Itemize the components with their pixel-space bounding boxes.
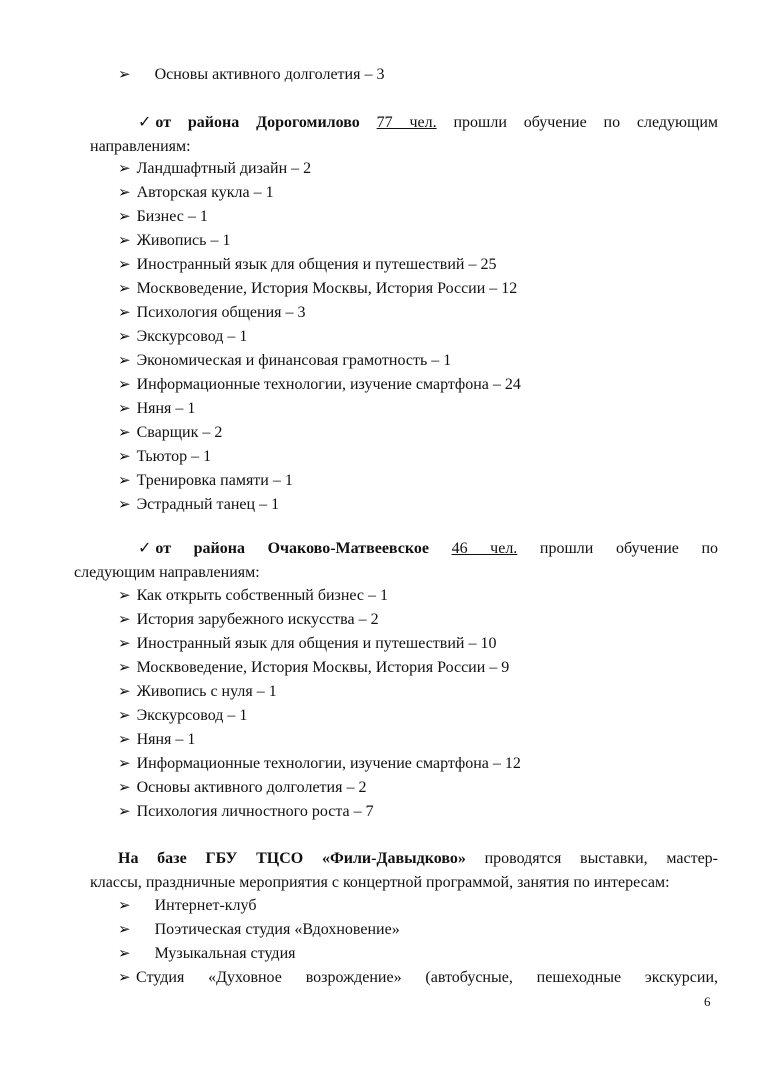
list-item-text: Иностранный язык для общения и путешествий – 25 [136, 256, 497, 273]
heading-rest: прошли обучение по следующим [453, 114, 719, 131]
list-item-text: Живопись с нуля – 1 [136, 683, 277, 700]
list-item [118, 680, 277, 704]
heading-line-1 [74, 537, 718, 561]
list-item-text: Основы активного долголетия – 3 [154, 66, 385, 83]
heading-line-2: направлениям: [90, 138, 191, 155]
list-item-text: Живопись – 1 [136, 232, 231, 249]
list-item [118, 157, 311, 181]
arrow-bullet-icon: ➢ [118, 401, 131, 417]
arrow-bullet-icon: ➢ [118, 281, 131, 297]
arrow-bullet-icon: ➢ [118, 353, 131, 369]
arrow-bullet-icon: ➢ [118, 780, 131, 796]
list-item-text: Сварщик – 2 [136, 424, 223, 441]
list-item [118, 229, 230, 253]
arrow-bullet-icon: ➢ [118, 898, 131, 914]
list-item-text: Как открыть собственный бизнес – 1 [136, 587, 389, 604]
list-item [118, 301, 306, 325]
list-item [118, 397, 195, 421]
arrow-bullet-icon: ➢ [118, 946, 131, 962]
heading-line-1 [90, 111, 718, 135]
list-item [118, 373, 521, 397]
page-number: 6 [704, 994, 711, 1009]
list-item-text: Музыкальная студия [154, 945, 296, 962]
list-item [118, 325, 247, 349]
list-item-text: Психология общения – 3 [136, 304, 306, 321]
list-item [118, 63, 384, 87]
list-item [118, 894, 256, 918]
list-item [118, 656, 509, 680]
heading-line-2: следующим направлениям: [74, 564, 260, 581]
list-item [118, 942, 296, 966]
arrow-bullet-icon: ➢ [118, 67, 131, 83]
arrow-bullet-icon: ➢ [118, 970, 131, 986]
list-item-text: Тренировка памяти – 1 [136, 472, 293, 489]
arrow-bullet-icon: ➢ [118, 377, 131, 393]
arrow-bullet-icon: ➢ [118, 660, 131, 676]
section-heading-ochakovo [74, 537, 718, 585]
section-heading-dorogomilovo [90, 111, 718, 159]
arrow-bullet-icon: ➢ [118, 473, 131, 489]
list-item [118, 752, 521, 776]
list-item-text: Няня – 1 [136, 400, 196, 417]
arrow-bullet-icon: ➢ [118, 185, 131, 201]
heading-line-2: классы, праздничные мероприятия с концертной программой, занятия по интересам: [90, 874, 670, 891]
list-item-text: Интернет-клуб [154, 897, 257, 914]
arrow-bullet-icon: ➢ [118, 425, 131, 441]
list-item [118, 584, 388, 608]
list-item-text: Москвоведение, История Москвы, История России – 9 [136, 659, 510, 676]
section-heading-fili [90, 847, 718, 895]
list-item [118, 469, 293, 493]
arrow-bullet-icon: ➢ [118, 804, 131, 820]
list-item [118, 421, 222, 445]
arrow-bullet-icon: ➢ [118, 497, 131, 513]
list-item [118, 632, 496, 656]
checkmark-icon: ✓ [138, 540, 152, 557]
list-item [118, 349, 451, 373]
list-item-text: Москвоведение, История Москвы, История России – 12 [136, 280, 518, 297]
heading-rest: прошли обучение по [539, 540, 719, 557]
list-item-text: Тьютор – 1 [136, 448, 212, 465]
arrow-bullet-icon: ➢ [118, 708, 131, 724]
list-item-text: Студия «Духовное возрождение» (автобусные, пешеходные экскурсии, [136, 969, 718, 986]
heading-rest: проводятся выставки, мастер- [484, 850, 719, 867]
arrow-bullet-icon: ➢ [118, 588, 131, 604]
arrow-bullet-icon: ➢ [118, 636, 131, 652]
list-item [118, 205, 208, 229]
list-item [118, 800, 374, 824]
arrow-bullet-icon: ➢ [118, 209, 131, 225]
heading-bold: На базе ГБУ ТЦСО «Фили-Давыдково» [118, 850, 466, 867]
list-item [118, 253, 496, 277]
list-item-text: Информационные технологии, изучение смартфона – 24 [136, 376, 521, 393]
arrow-bullet-icon: ➢ [118, 922, 131, 938]
checkmark-icon: ✓ [138, 114, 152, 131]
list-item [118, 776, 366, 800]
list-item-text: Информационные технологии, изучение смартфона – 12 [136, 755, 521, 772]
list-item-text: Поэтическая студия «Вдохновение» [154, 921, 400, 938]
list-item-text: Иностранный язык для общения и путешествий – 10 [136, 635, 497, 652]
arrow-bullet-icon: ➢ [118, 257, 131, 273]
arrow-bullet-icon: ➢ [118, 305, 131, 321]
arrow-bullet-icon: ➢ [118, 161, 131, 177]
list-item-text: Авторская кукла – 1 [136, 184, 274, 201]
list-item-text: Психология личностного роста – 7 [136, 803, 374, 820]
heading-bold: от района Очаково-Матвеевское [155, 540, 429, 557]
list-item [118, 918, 400, 942]
heading-line-1 [90, 847, 718, 871]
arrow-bullet-icon: ➢ [118, 756, 131, 772]
list-item [118, 277, 517, 301]
list-item-text: Няня – 1 [136, 731, 196, 748]
list-item-line [118, 966, 718, 990]
arrow-bullet-icon: ➢ [118, 612, 131, 628]
list-item-text: Бизнес – 1 [136, 208, 208, 225]
count: 46 чел. [451, 540, 518, 557]
arrow-bullet-icon: ➢ [118, 732, 131, 748]
list-item [118, 493, 279, 517]
list-item [118, 728, 195, 752]
list-item [118, 445, 211, 469]
heading-bold: от района Дорогомилово [155, 114, 360, 131]
list-item-text: История зарубежного искусства – 2 [136, 611, 379, 628]
arrow-bullet-icon: ➢ [118, 233, 131, 249]
list-item-text: Экскурсовод – 1 [136, 328, 248, 345]
list-item [118, 966, 718, 990]
list-item-text: Основы активного долголетия – 2 [136, 779, 367, 796]
count: 77 чел. [376, 114, 437, 131]
list-item [118, 704, 247, 728]
list-item [118, 608, 379, 632]
arrow-bullet-icon: ➢ [118, 329, 131, 345]
list-item-text: Ландшафтный дизайн – 2 [136, 160, 312, 177]
list-item-text: Экономическая и финансовая грамотность – 1 [136, 352, 452, 369]
list-item [118, 181, 274, 205]
arrow-bullet-icon: ➢ [118, 684, 131, 700]
list-item-text: Экскурсовод – 1 [136, 707, 248, 724]
list-item-text: Эстрадный танец – 1 [136, 496, 280, 513]
arrow-bullet-icon: ➢ [118, 449, 131, 465]
